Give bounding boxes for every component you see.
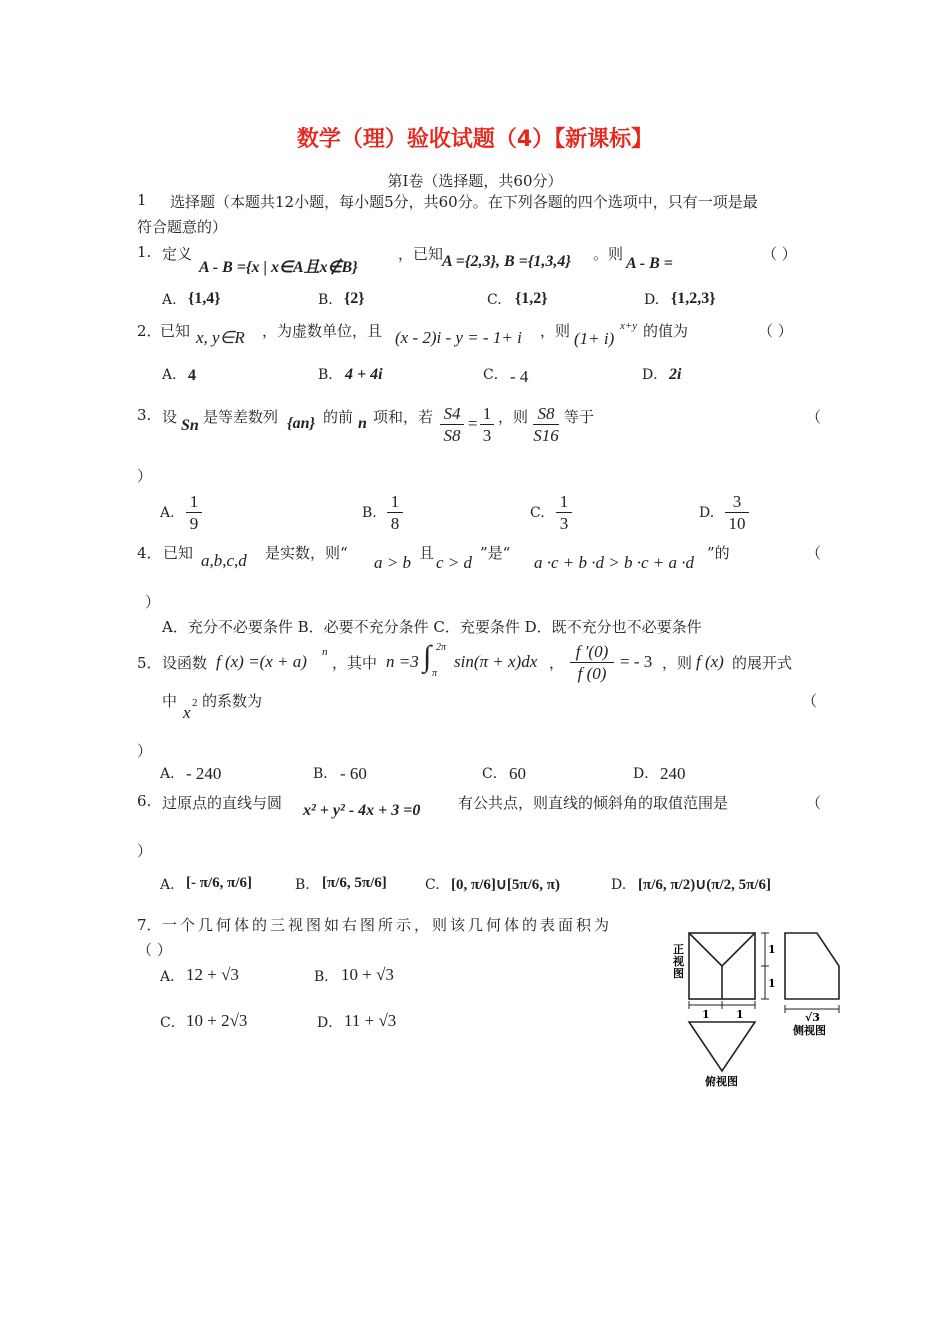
dim-label: 1 bbox=[736, 1008, 744, 1021]
answer-paren-close: ） bbox=[145, 593, 161, 611]
width-dimension bbox=[689, 1001, 755, 1009]
math-expression: A - B = bbox=[626, 255, 673, 272]
math-expression: sin(π + x)dx bbox=[454, 652, 538, 671]
option-label: A. bbox=[160, 505, 175, 521]
question-text: 。则 bbox=[593, 245, 624, 263]
option-b-value[interactable]: 4 + 4i bbox=[345, 366, 383, 383]
dim-label: 1 bbox=[768, 943, 776, 956]
question-text: 有公共点，则直线的倾斜角的取值范围是 bbox=[458, 794, 729, 812]
option-d-value[interactable]: [π/6, π/2)∪(π/2, 5π/6] bbox=[638, 877, 772, 893]
question-text: ”的 bbox=[707, 544, 730, 562]
question-text: 设函数 bbox=[162, 654, 208, 672]
question-number: 5． bbox=[137, 654, 162, 672]
option-label: A． bbox=[160, 969, 185, 985]
question-text: 的展开式 bbox=[732, 654, 793, 672]
math-expression: a > b bbox=[374, 553, 411, 572]
math-expression: a ·c + b ·d > b ·c + a ·d bbox=[534, 553, 695, 572]
answer-paren: （ ） bbox=[137, 941, 172, 959]
question-text: ”是“ bbox=[480, 544, 511, 562]
answer-paren: （ ） bbox=[762, 245, 797, 263]
option-label: B． bbox=[313, 766, 338, 782]
answer-paren-close: ） bbox=[137, 742, 153, 760]
integral-upper: 2π bbox=[436, 642, 447, 653]
option-label: A． bbox=[160, 766, 185, 782]
math-expression: A ={2,3}, B ={1,3,4} bbox=[442, 253, 571, 270]
math-exponent: 2 bbox=[192, 697, 198, 709]
option-b-value[interactable]: - 60 bbox=[340, 764, 367, 783]
option-a-value[interactable]: {1,4} bbox=[188, 290, 221, 307]
option-a-value[interactable]: 1 9 bbox=[186, 491, 202, 534]
question-text: 且 bbox=[419, 544, 435, 562]
fraction: 1 3 bbox=[480, 403, 494, 446]
question-text: 已知 bbox=[160, 322, 191, 340]
option-b-value[interactable]: 10 + √3 bbox=[341, 965, 394, 984]
math-expression: a,b,c,d bbox=[201, 551, 247, 570]
option-label: C． bbox=[160, 1015, 185, 1031]
option-label: C. bbox=[530, 505, 545, 521]
option-a-value[interactable]: 12 + √3 bbox=[186, 965, 239, 984]
question-text: 定义 bbox=[162, 245, 193, 263]
question-text: 过原点的直线与圆 bbox=[162, 794, 283, 812]
option-label: D． bbox=[633, 766, 659, 782]
top-view bbox=[689, 1022, 755, 1071]
option-label: B. bbox=[295, 877, 310, 893]
side-view-label: 侧视图 bbox=[793, 1024, 826, 1037]
top-view-label: 俯视图 bbox=[705, 1075, 738, 1088]
option-c-value[interactable]: [0, π/6]∪[5π/6, π) bbox=[451, 877, 560, 893]
option-label: D. bbox=[611, 877, 627, 893]
option-c-value[interactable]: 10 + 2√3 bbox=[186, 1011, 248, 1030]
math-exponent: x+y bbox=[620, 320, 638, 332]
answer-paren-open: （ bbox=[802, 692, 818, 710]
page-title: 数学（理）验收试题（4）【新课标】 bbox=[296, 127, 654, 152]
fraction: f ′(0) f (0) bbox=[570, 641, 614, 684]
question-number: 1. bbox=[137, 243, 152, 261]
option-d-value[interactable]: 240 bbox=[660, 764, 686, 783]
dim-label: 1 bbox=[702, 1008, 710, 1021]
fraction: S4 S8 bbox=[440, 403, 464, 446]
question-number: 3. bbox=[137, 406, 152, 424]
question-number: 2． bbox=[137, 322, 162, 340]
question-text: ，为虚数单位，且 bbox=[262, 322, 383, 340]
answer-paren-open: （ bbox=[806, 408, 822, 426]
question-text: 是实数，则“ bbox=[265, 544, 348, 562]
answer-paren: （ ） bbox=[758, 322, 793, 340]
math-expression: {an} bbox=[287, 415, 316, 432]
fraction: S8 S16 bbox=[533, 404, 559, 445]
option-label: D． bbox=[642, 367, 668, 383]
side-view bbox=[785, 933, 839, 999]
section-number: 1 bbox=[137, 191, 147, 209]
option-b-value[interactable]: 1 8 bbox=[387, 491, 403, 534]
answer-paren-open: （ bbox=[806, 794, 822, 812]
option-label: C. bbox=[425, 877, 440, 893]
option-label: B. bbox=[318, 292, 333, 308]
option-d-value[interactable]: 3 10 bbox=[725, 491, 749, 534]
option-label: A. bbox=[160, 877, 175, 893]
question-text: ，其中 bbox=[332, 654, 378, 672]
option-label: B． bbox=[314, 969, 339, 985]
option-label: C． bbox=[482, 766, 507, 782]
answer-paren-close: ） bbox=[137, 467, 153, 485]
section-subtitle: 第Ⅰ卷（选择题，共60分） bbox=[387, 172, 563, 190]
question-text: 中 bbox=[162, 692, 178, 710]
front-view bbox=[689, 933, 755, 999]
integral-lower: π bbox=[432, 668, 438, 679]
math-expression: c > d bbox=[436, 553, 473, 572]
option-label: C． bbox=[483, 367, 508, 383]
option-label: D． bbox=[317, 1015, 343, 1031]
question-text: 的前 bbox=[323, 408, 354, 426]
option-a-value[interactable]: 4 bbox=[188, 367, 196, 384]
question-number: 7． bbox=[137, 916, 162, 934]
question-text: ，则 bbox=[540, 322, 571, 340]
integral-sign: ∫ bbox=[423, 640, 432, 673]
option-a-value[interactable]: - 240 bbox=[186, 764, 222, 783]
question-text: 等于 bbox=[564, 408, 595, 426]
math-expression: f (x) bbox=[696, 652, 724, 671]
option-label: A． bbox=[162, 367, 187, 383]
math-expression: (x - 2)i - y = - 1+ i bbox=[395, 328, 522, 347]
question-text: 是等差数列 bbox=[203, 408, 279, 426]
math-exponent: n bbox=[322, 646, 328, 658]
math-expression: x² + y² - 4x + 3 =0 bbox=[303, 802, 421, 819]
option-a-value[interactable]: [- π/6, π/6] bbox=[186, 875, 253, 891]
section-intro-line2: 符合题意的） bbox=[137, 218, 228, 236]
dim-label: √3 bbox=[805, 1011, 820, 1024]
question-text: 项和，若 bbox=[373, 408, 434, 426]
three-view-figure bbox=[665, 925, 850, 1090]
question-text: 一个几何体的三视图如右图所示，则该几何体的表面积为 bbox=[162, 916, 613, 934]
option-b-value[interactable]: [π/6, 5π/6] bbox=[322, 875, 387, 891]
math-expression: Sn bbox=[181, 417, 199, 434]
equals-sign: = bbox=[468, 414, 478, 433]
option-c-value[interactable]: 1 3 bbox=[556, 491, 572, 534]
question-number: 6. bbox=[137, 792, 152, 810]
question-text: 设 bbox=[162, 408, 178, 426]
math-expression: = - 3 bbox=[620, 652, 653, 671]
math-expression: (1+ i) bbox=[574, 329, 615, 348]
answer-paren-close: ） bbox=[137, 842, 153, 860]
option-label: D. bbox=[644, 292, 660, 308]
section-intro-line1: 选择题（本题共12小题，每小题5分，共60分。在下列各题的四个选项中，只有一项是最 bbox=[170, 193, 758, 211]
question-text: ， bbox=[549, 654, 565, 672]
question-text: 的系数为 bbox=[202, 692, 263, 710]
option-label: D. bbox=[699, 505, 715, 521]
math-expression: n bbox=[358, 415, 367, 432]
option-label: C. bbox=[487, 292, 502, 308]
front-view-label: 正视图 bbox=[673, 943, 684, 980]
option-b-value[interactable]: {2} bbox=[344, 290, 365, 307]
math-expression: f (x) =(x + a) bbox=[216, 652, 307, 671]
dim-label: 1 bbox=[768, 977, 776, 990]
option-c-value[interactable]: {1,2} bbox=[515, 290, 548, 307]
math-expression: x, y∈R bbox=[196, 328, 245, 347]
question-text: 已知 bbox=[163, 544, 194, 562]
q4-options[interactable]: A．充分不必要条件 B．必要不充分条件 C．充要条件 D．既不充分也不必要条件 bbox=[162, 618, 702, 636]
question-text: ，已知 bbox=[398, 245, 444, 263]
option-label: A. bbox=[162, 292, 177, 308]
question-number: 4． bbox=[137, 544, 162, 562]
option-d-value[interactable]: 11 + √3 bbox=[344, 1011, 397, 1030]
option-d-value[interactable]: {1,2,3} bbox=[671, 290, 716, 307]
question-text: ，则 bbox=[498, 408, 529, 426]
answer-paren-open: （ bbox=[806, 544, 822, 562]
option-c-value[interactable]: - 4 bbox=[510, 367, 529, 386]
option-c-value[interactable]: 60 bbox=[509, 764, 526, 783]
math-expression: x bbox=[183, 703, 191, 722]
math-expression: A - B ={x | x∈A且x∉B} bbox=[199, 259, 358, 276]
option-label: B. bbox=[362, 505, 377, 521]
option-d-value[interactable]: 2i bbox=[669, 366, 682, 383]
math-expression: n =3 bbox=[386, 652, 419, 671]
question-text: ，则 bbox=[662, 654, 693, 672]
question-text: 的值为 bbox=[643, 322, 689, 340]
option-label: B． bbox=[318, 367, 343, 383]
